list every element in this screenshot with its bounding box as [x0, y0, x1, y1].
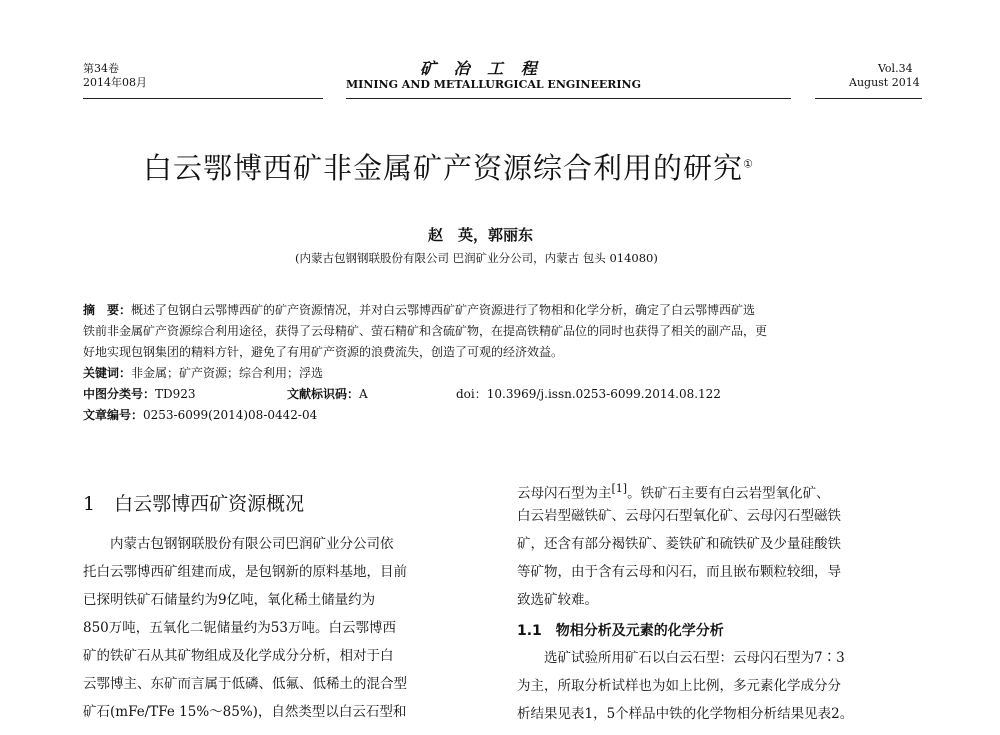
title-text: 白云鄂博西矿非金属矿产资源综合利用的研究 [143, 151, 744, 185]
right-col-line: 析结果见表1，5个样品中铁的化学物相分析结果见表2。 [517, 706, 854, 722]
section-1-line: 矿的铁矿石从其矿物组成及化学成分分析，相对于白 [83, 648, 394, 664]
header-rule-right [815, 98, 922, 99]
right-col-line-1 [517, 476, 830, 507]
section-1-line: 850万吨，五氧化二铌储量约为53万吨。白云鄂博西 [83, 620, 396, 636]
classification [83, 385, 196, 404]
doc-code-value: A [359, 387, 368, 401]
header-rule-center [346, 98, 791, 99]
date-cn: 2014年08月 [83, 76, 147, 89]
article-number-value: 0253-6099(2014)08-0442-04 [143, 408, 318, 422]
right-col-line: 等矿物，由于含有云母和闪石，而且嵌布颗粒较细，导 [517, 564, 841, 580]
keywords [83, 364, 323, 383]
classification-value: TD923 [155, 387, 196, 401]
keywords-value: 非金属；矿产资源；综合利用；浮选 [131, 366, 324, 380]
abstract-text-1: 概述了包钢白云鄂博西矿的矿产资源情况，并对白云鄂博西矿矿产资源进行了物相和化学分析，确定了白云鄂博西矿选 [131, 303, 756, 317]
article-number-label: 文章编号： [83, 408, 144, 422]
authors: 赵 英，郭丽东 [428, 226, 534, 244]
header-rule-left [83, 98, 323, 99]
volume-cn: 第34卷 [83, 62, 119, 75]
abstract-line-2: 铁前非金属矿产资源综合利用途径，获得了云母精矿、萤石精矿和含硫矿物，在提高铁精矿品位的同时也获得了相关的副产品，更 [83, 324, 768, 338]
classification-label: 中图分类号： [83, 387, 156, 401]
paper-title [143, 146, 754, 187]
abstract-line-3: 好地实现包钢集团的精料方针，避免了有用矿产资源的浪费流失，创造了可观的经济效益。 [83, 345, 564, 359]
doc-code-label: 文献标识码： [287, 387, 360, 401]
right-col-line: 白云岩型磁铁矿、云母闪石型氧化矿、云母闪石型磁铁 [517, 508, 841, 524]
affiliation: (内蒙古包钢钢联股份有限公司 巴润矿业分公司，内蒙古 包头 014080) [295, 251, 658, 265]
section-1-line: 已探明铁矿石储量约为9亿吨，氧化稀土储量约为 [83, 592, 376, 608]
section-1-line: 内蒙古包钢钢联股份有限公司巴润矿业分公司依 [83, 536, 394, 552]
abstract-line-1 [83, 301, 755, 320]
right-col-line: 致选矿较难。 [517, 592, 598, 608]
subsection-1-1-heading: 1.1 物相分析及元素的化学分析 [517, 623, 724, 639]
right-col-line: 为主，所取分析试样也为如上比例，多元素化学成分分 [517, 678, 841, 694]
doi: doi：10.3969/j.issn.0253-6099.2014.08.122 [456, 387, 721, 401]
citation-ref: [1] [611, 482, 628, 495]
volume-en: Vol.34 [878, 62, 913, 75]
date-en: August 2014 [849, 76, 920, 89]
journal-en: MINING AND METALLURGICAL ENGINEERING [346, 78, 641, 91]
right-col-line: 选矿试验所用矿石以白云石型：云母闪石型为7∶3 [517, 650, 845, 666]
section-1-heading: 1 白云鄂博西矿资源概况 [83, 493, 305, 515]
right-col-text: 云母闪石型为主 [517, 485, 612, 502]
right-col-line: 矿，还含有部分褐铁矿、菱铁矿和硫铁矿及少量硅酸铁 [517, 536, 841, 552]
doc-code [287, 385, 368, 404]
title-footnote-mark: ① [743, 157, 754, 171]
journal-cn: 矿 冶 工 程 [420, 59, 543, 78]
abstract-label: 摘 要： [83, 303, 132, 317]
right-col-text: 。铁矿石主要有白云岩型氧化矿、 [627, 485, 830, 502]
article-number [83, 406, 317, 425]
section-1-line: 托白云鄂博西矿组建而成，是包钢新的原料基地，目前 [83, 564, 407, 580]
keywords-label: 关键词： [83, 366, 132, 380]
section-1-line: 云鄂博主、东矿而言属于低磷、低氟、低稀土的混合型 [83, 676, 407, 692]
section-1-line: 矿石(mFe/TFe 15%～85%)，自然类型以白云石型和 [83, 704, 407, 720]
